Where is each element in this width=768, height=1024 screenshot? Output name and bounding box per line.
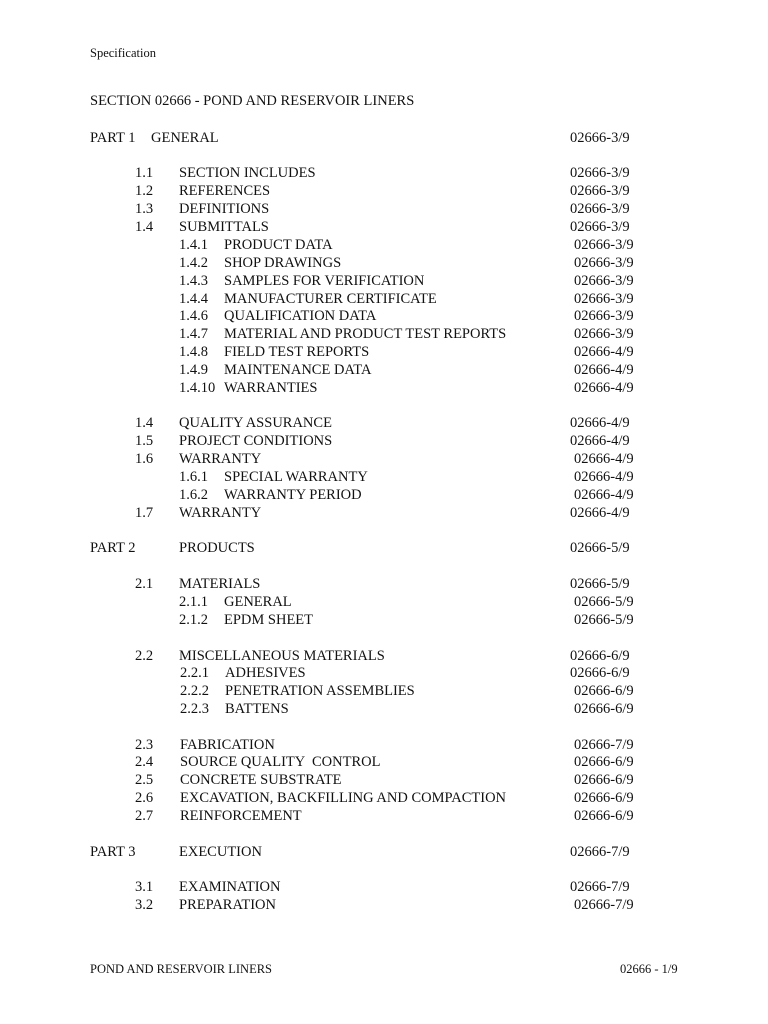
toc-entry-row bbox=[0, 432, 768, 450]
toc-entry-number: 1.4.8 bbox=[179, 344, 208, 360]
toc-entry-page: 02666-4/9 bbox=[574, 362, 634, 378]
toc-entry-row bbox=[0, 343, 768, 361]
toc-entry-title: QUALIFICATION DATA bbox=[224, 308, 377, 324]
toc-entry-title: MAINTENANCE DATA bbox=[224, 362, 372, 378]
toc-entry-title: WARRANTY bbox=[179, 505, 262, 521]
toc-entry-title: SUBMITTALS bbox=[179, 219, 269, 235]
toc-entry-row bbox=[0, 593, 768, 611]
toc-entry-row bbox=[0, 272, 768, 290]
toc-entry-title: BATTENS bbox=[225, 701, 289, 717]
toc-entry-number: 1.4.9 bbox=[179, 362, 208, 378]
toc-entry-title: PENETRATION ASSEMBLIES bbox=[225, 683, 415, 699]
toc-entry-number: 1.5 bbox=[135, 433, 154, 449]
toc-entry-title: MATERIAL AND PRODUCT TEST REPORTS bbox=[224, 326, 507, 342]
toc-entry-title: REFERENCES bbox=[179, 183, 271, 199]
toc-entry-row bbox=[0, 807, 768, 825]
toc-entry-title: MATERIALS bbox=[179, 576, 261, 592]
toc-entry-row bbox=[0, 789, 768, 807]
toc-entry-title: DEFINITIONS bbox=[179, 201, 270, 217]
toc-entry-page: 02666-6/9 bbox=[574, 790, 634, 806]
toc-entry-page: 02666-4/9 bbox=[570, 433, 630, 449]
toc-entry-row bbox=[0, 611, 768, 629]
toc-entry-row bbox=[0, 236, 768, 254]
toc-entry-number: 2.2 bbox=[135, 648, 154, 664]
toc-entry-title: PRODUCT DATA bbox=[224, 237, 333, 253]
toc-entry-number: 1.4.10 bbox=[179, 380, 216, 396]
toc-entry-number: 3.1 bbox=[135, 879, 154, 895]
toc-entry-number: 2.2.1 bbox=[180, 665, 209, 681]
toc-entry-title: SHOP DRAWINGS bbox=[224, 255, 342, 271]
toc-entry-number: 3.2 bbox=[135, 897, 154, 913]
toc-entry-number: 1.4.2 bbox=[179, 255, 208, 271]
footer-page-number: 02666 - 1/9 bbox=[620, 962, 678, 976]
toc-entry-page: 02666-5/9 bbox=[570, 576, 630, 592]
toc-entry-page: 02666-3/9 bbox=[574, 255, 634, 271]
toc-entry-row bbox=[0, 736, 768, 754]
toc-entry-title: WARRANTIES bbox=[224, 380, 318, 396]
toc-entry-number: 1.4.7 bbox=[179, 326, 208, 342]
toc-part-row bbox=[0, 129, 768, 147]
toc-entry-page: 02666-3/9 bbox=[574, 237, 634, 253]
toc-entry-row bbox=[0, 771, 768, 789]
toc-entry-number: 2.2.2 bbox=[180, 683, 209, 699]
toc-entry-number: 1.1 bbox=[135, 165, 154, 181]
toc-part-row bbox=[0, 539, 768, 557]
toc-entry-title: QUALITY ASSURANCE bbox=[179, 415, 332, 431]
toc-entry-page: 02666-5/9 bbox=[570, 540, 630, 556]
toc-entry-row bbox=[0, 504, 768, 522]
toc-entry-row bbox=[0, 379, 768, 397]
toc-entry-page: 02666-5/9 bbox=[574, 594, 634, 610]
toc-entry-row bbox=[0, 468, 768, 486]
toc-entry-number: 1.3 bbox=[135, 201, 154, 217]
toc-entry-number: 1.6.2 bbox=[179, 487, 208, 503]
toc-entry-title: PREPARATION bbox=[179, 897, 276, 913]
footer-title: POND AND RESERVOIR LINERS bbox=[90, 962, 273, 976]
toc-entry-row bbox=[0, 700, 768, 718]
toc-entry-title: EXAMINATION bbox=[179, 879, 281, 895]
toc-entry-page: 02666-3/9 bbox=[570, 183, 630, 199]
toc-entry-page: 02666-4/9 bbox=[574, 380, 634, 396]
toc-entry-row bbox=[0, 682, 768, 700]
toc-entry-number: PART 1 bbox=[90, 130, 136, 146]
toc-entry-number: 2.1.2 bbox=[179, 612, 208, 628]
toc-entry-title: EXECUTION bbox=[179, 844, 262, 860]
toc-entry-row bbox=[0, 664, 768, 682]
toc-entry-row bbox=[0, 182, 768, 200]
toc-entry-row bbox=[0, 753, 768, 771]
toc-entry-row bbox=[0, 575, 768, 593]
toc-entry-page: 02666-6/9 bbox=[574, 808, 634, 824]
toc-entry-page: 02666-6/9 bbox=[574, 701, 634, 717]
toc-entry-row bbox=[0, 200, 768, 218]
toc-entry-number: 2.2.3 bbox=[180, 701, 209, 717]
toc-entry-row bbox=[0, 290, 768, 308]
toc-entry-title: SECTION INCLUDES bbox=[179, 165, 316, 181]
toc-entry-page: 02666-7/9 bbox=[574, 897, 634, 913]
toc-entry-row bbox=[0, 414, 768, 432]
toc-entry-title: WARRANTY bbox=[179, 451, 262, 467]
toc-entry-page: 02666-4/9 bbox=[574, 469, 634, 485]
header-label: Specification bbox=[90, 46, 156, 60]
toc-entry-row bbox=[0, 450, 768, 468]
toc-entry-row bbox=[0, 647, 768, 665]
toc-entry-title: EPDM SHEET bbox=[224, 612, 314, 628]
toc-entry-title: SPECIAL WARRANTY bbox=[224, 469, 368, 485]
toc-entry-title: CONCRETE SUBSTRATE bbox=[180, 772, 342, 788]
toc-entry-page: 02666-6/9 bbox=[574, 772, 634, 788]
toc-entry-row bbox=[0, 164, 768, 182]
toc-entry-number: 1.7 bbox=[135, 505, 154, 521]
toc-entry-title: PROJECT CONDITIONS bbox=[179, 433, 333, 449]
toc-entry-title: GENERAL bbox=[151, 130, 219, 146]
toc-entry-title: FABRICATION bbox=[180, 737, 275, 753]
toc-entry-number: 1.4 bbox=[135, 415, 154, 431]
toc-entry-row bbox=[0, 878, 768, 896]
toc-entry-page: 02666-3/9 bbox=[570, 201, 630, 217]
toc-entry-number: 2.6 bbox=[135, 790, 154, 806]
toc-entry-number: 1.4.3 bbox=[179, 273, 208, 289]
toc-entry-number: 1.6 bbox=[135, 451, 154, 467]
toc-entry-page: 02666-6/9 bbox=[570, 648, 630, 664]
toc-entry-row bbox=[0, 307, 768, 325]
toc-entry-title: PRODUCTS bbox=[179, 540, 255, 556]
toc-entry-title: FIELD TEST REPORTS bbox=[224, 344, 370, 360]
toc-entry-page: 02666-3/9 bbox=[574, 273, 634, 289]
toc-entry-row bbox=[0, 896, 768, 914]
toc-entry-number: 1.2 bbox=[135, 183, 154, 199]
toc-entry-page: 02666-4/9 bbox=[574, 344, 634, 360]
toc-entry-number: 2.3 bbox=[135, 737, 154, 753]
toc-entry-page: 02666-3/9 bbox=[570, 130, 630, 146]
toc-entry-page: 02666-3/9 bbox=[574, 308, 634, 324]
toc-entry-row bbox=[0, 361, 768, 379]
toc-entry-title: MANUFACTURER CERTIFICATE bbox=[224, 291, 437, 307]
toc-entry-page: 02666-4/9 bbox=[570, 505, 630, 521]
toc-entry-row bbox=[0, 486, 768, 504]
toc-entry-page: 02666-3/9 bbox=[574, 326, 634, 342]
section-title: SECTION 02666 - POND AND RESERVOIR LINERS bbox=[90, 93, 415, 109]
toc-entry-row bbox=[0, 325, 768, 343]
toc-entry-title: SAMPLES FOR VERIFICATION bbox=[224, 273, 425, 289]
toc-entry-number: 2.4 bbox=[135, 754, 154, 770]
toc-entry-row bbox=[0, 218, 768, 236]
toc-entry-number: 1.4.6 bbox=[179, 308, 208, 324]
toc-entry-number: PART 2 bbox=[90, 540, 136, 556]
toc-entry-page: 02666-6/9 bbox=[570, 665, 630, 681]
toc-entry-number: 1.4.4 bbox=[179, 291, 208, 307]
toc-entry-title: MISCELLANEOUS MATERIALS bbox=[179, 648, 385, 664]
toc-entry-page: 02666-7/9 bbox=[570, 844, 630, 860]
toc-entry-title: GENERAL bbox=[224, 594, 292, 610]
toc-part-row bbox=[0, 843, 768, 861]
toc-entry-page: 02666-4/9 bbox=[574, 487, 634, 503]
toc-entry-page: 02666-7/9 bbox=[570, 879, 630, 895]
toc-entry-number: PART 3 bbox=[90, 844, 136, 860]
toc-entry-page: 02666-3/9 bbox=[570, 165, 630, 181]
toc-entry-title: EXCAVATION, BACKFILLING AND COMPACTION bbox=[180, 790, 507, 806]
toc-entry-number: 1.6.1 bbox=[179, 469, 208, 485]
toc-entry-title: REINFORCEMENT bbox=[180, 808, 302, 824]
toc-entry-page: 02666-6/9 bbox=[574, 754, 634, 770]
toc-entry-row bbox=[0, 254, 768, 272]
toc-entry-page: 02666-6/9 bbox=[574, 683, 634, 699]
toc-entry-page: 02666-3/9 bbox=[570, 219, 630, 235]
toc-entry-title: SOURCE QUALITY CONTROL bbox=[180, 754, 381, 770]
toc-entry-title: WARRANTY PERIOD bbox=[224, 487, 362, 503]
toc-entry-number: 2.1 bbox=[135, 576, 154, 592]
toc-entry-page: 02666-3/9 bbox=[574, 291, 634, 307]
toc-entry-number: 1.4 bbox=[135, 219, 154, 235]
toc-entry-number: 2.1.1 bbox=[179, 594, 208, 610]
toc-entry-number: 1.4.1 bbox=[179, 237, 208, 253]
toc-entry-number: 2.5 bbox=[135, 772, 154, 788]
toc-entry-page: 02666-4/9 bbox=[574, 451, 634, 467]
toc-entry-page: 02666-7/9 bbox=[574, 737, 634, 753]
toc-entry-number: 2.7 bbox=[135, 808, 154, 824]
toc-entry-title: ADHESIVES bbox=[225, 665, 306, 681]
toc-entry-page: 02666-4/9 bbox=[570, 415, 630, 431]
toc-entry-page: 02666-5/9 bbox=[574, 612, 634, 628]
